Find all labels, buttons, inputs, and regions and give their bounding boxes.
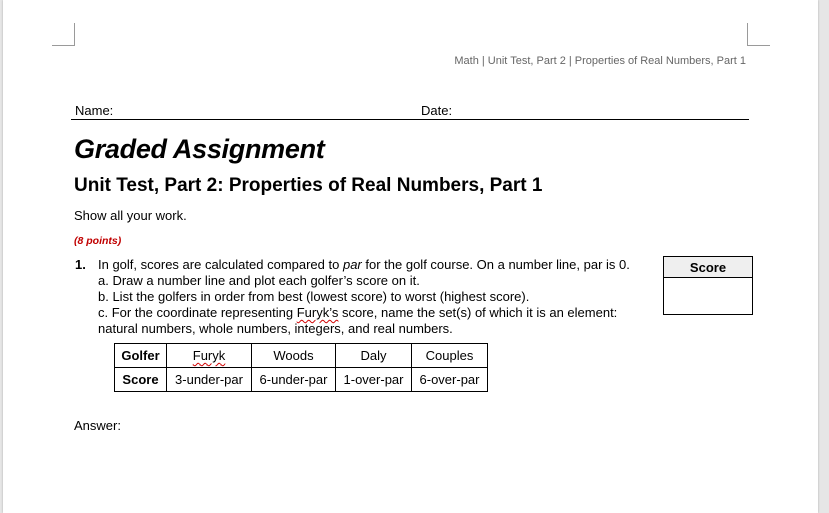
instruction-text: Show all your work. bbox=[74, 208, 187, 223]
table-cell: 1-over-par bbox=[336, 368, 412, 392]
table-row bbox=[115, 344, 488, 368]
question-part-b: b. List the golfers in order from best (lowest score) to worst (highest score). bbox=[98, 289, 530, 304]
table-cell: 6-under-par bbox=[252, 368, 336, 392]
score-box bbox=[663, 256, 753, 315]
page-margin-marker-left bbox=[52, 23, 75, 46]
question-line-1: In golf, scores are calculated compared to par for the golf course. On a number line, par is 0. bbox=[98, 257, 630, 272]
table-cell: 3-under-par bbox=[167, 368, 252, 392]
assignment-subtitle: Unit Test, Part 2: Properties of Real Numbers, Part 1 bbox=[74, 175, 543, 196]
row-header-score: Score bbox=[115, 368, 167, 392]
table-cell: Woods bbox=[252, 344, 336, 368]
table-cell: Daly bbox=[336, 344, 412, 368]
table-cell: Couples bbox=[412, 344, 488, 368]
golfer-score-table bbox=[114, 343, 488, 392]
question-number: 1. bbox=[75, 257, 86, 272]
name-label: Name: bbox=[75, 103, 114, 118]
table-cell: Furyk bbox=[167, 344, 252, 368]
question-part-c: c. For the coordinate representing Furyk’s score, name the set(s) of which it is an element: bbox=[98, 305, 618, 320]
question-part-a: a. Draw a number line and plot each golfer’s score on it. bbox=[98, 273, 420, 288]
misspelled-word: Furyk’s bbox=[296, 305, 339, 320]
question-part-c-sets: natural numbers, whole numbers, integers, and real numbers. bbox=[98, 321, 453, 336]
par-term: par bbox=[342, 257, 362, 272]
table-cell: 6-over-par bbox=[412, 368, 488, 392]
answer-label[interactable]: Answer: bbox=[74, 418, 121, 433]
page-margin-marker-right bbox=[747, 23, 770, 46]
date-label: Date: bbox=[421, 103, 453, 118]
running-head: Math | Unit Test, Part 2 | Properties of Real Numbers, Part 1 bbox=[454, 55, 746, 67]
question-text bbox=[98, 257, 658, 337]
assignment-title: Graded Assignment bbox=[74, 134, 325, 164]
table-row bbox=[115, 368, 488, 392]
row-header-golfer: Golfer bbox=[115, 344, 167, 368]
name-date-line[interactable] bbox=[71, 103, 749, 120]
points-label: (8 points) bbox=[74, 235, 122, 247]
document-page bbox=[3, 0, 818, 513]
score-box-label: Score bbox=[664, 257, 752, 278]
